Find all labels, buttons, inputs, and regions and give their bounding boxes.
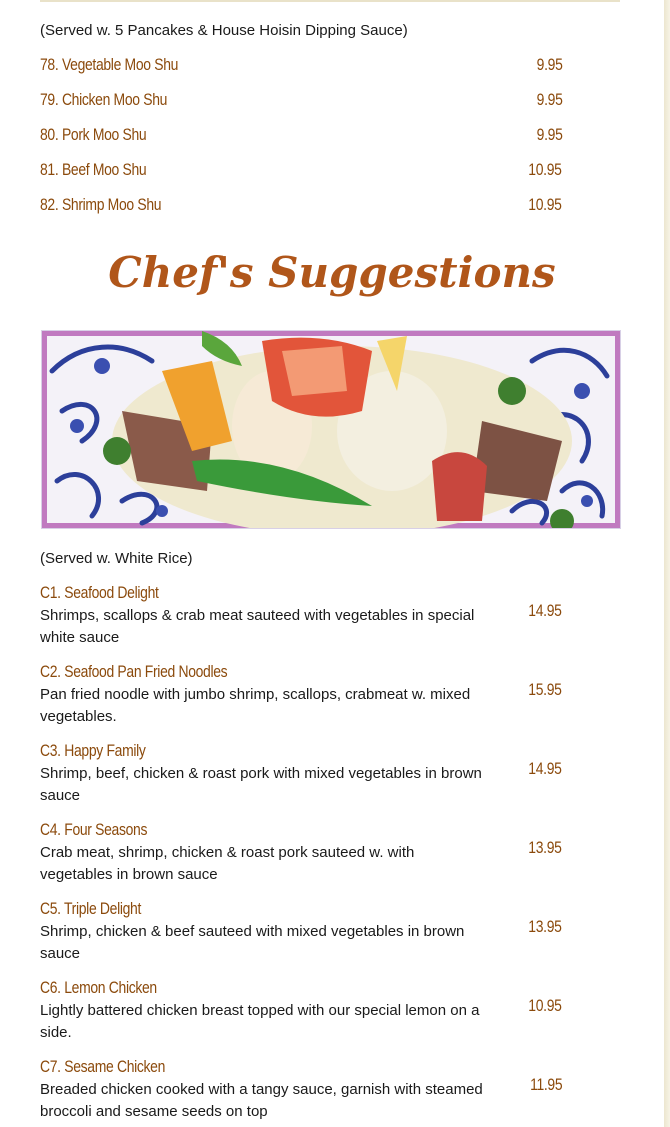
menu-item-80 — [40, 122, 562, 148]
item-price: 9.95 — [536, 55, 562, 74]
menu-item-81 — [40, 157, 562, 183]
item-name: 79. Chicken Moo Shu — [40, 90, 168, 109]
item-name: C3. Happy Family — [40, 741, 146, 760]
menu-item-c3 — [40, 739, 562, 807]
menu-item-78 — [40, 52, 562, 78]
item-price: 9.95 — [536, 90, 562, 109]
chef-note: (Served w. White Rice) — [40, 550, 193, 567]
item-name: C4. Four Seasons — [40, 820, 148, 839]
menu-item-c7 — [40, 1055, 562, 1123]
item-name: C6. Lemon Chicken — [40, 978, 157, 997]
item-price: 13.95 — [528, 838, 562, 857]
item-name: 81. Beef Moo Shu — [40, 160, 147, 179]
item-name: C7. Sesame Chicken — [40, 1057, 166, 1076]
menu-item-c6 — [40, 976, 562, 1044]
section-title: Chef's Suggestions — [108, 248, 556, 297]
item-price: 11.95 — [529, 1075, 562, 1094]
item-price: 10.95 — [528, 195, 562, 214]
moo-shu-note: (Served w. 5 Pancakes & House Hoisin Dipping Sauce) — [40, 22, 408, 39]
item-price: 14.95 — [528, 759, 562, 778]
item-description: Shrimp, beef, chicken & roast pork with mixed vegetables in brown sauce — [40, 765, 482, 804]
item-description: Pan fried noodle with jumbo shrimp, scallops, crabmeat w. mixed vegetables. — [40, 686, 471, 725]
item-name: C1. Seafood Delight — [40, 583, 159, 602]
item-name: 80. Pork Moo Shu — [40, 125, 147, 144]
item-description: Shrimps, scallops & crab meat sauteed with vegetables in special white sauce — [40, 607, 475, 646]
item-description: Lightly battered chicken breast topped with our special lemon on a side. — [40, 1002, 480, 1041]
item-name: 82. Shrimp Moo Shu — [40, 195, 162, 214]
menu-item-82 — [40, 192, 562, 218]
menu-item-79 — [40, 87, 562, 113]
item-description: Crab meat, shrimp, chicken & roast pork sauteed w. with vegetables in brown sauce — [40, 844, 415, 883]
page-edge — [664, 0, 670, 1127]
item-price: 15.95 — [528, 680, 562, 699]
chef-suggestions-photo — [41, 330, 621, 529]
item-name: C2. Seafood Pan Fried Noodles — [40, 662, 228, 681]
menu-item-c5 — [40, 897, 562, 965]
menu-item-c2 — [40, 660, 562, 728]
menu-item-c4 — [40, 818, 562, 886]
item-price: 14.95 — [528, 601, 562, 620]
item-price: 9.95 — [536, 125, 562, 144]
item-description: Breaded chicken cooked with a tangy sauce, garnish with steamed broccoli and sesame seeds on top — [40, 1081, 483, 1120]
item-name: 78. Vegetable Moo Shu — [40, 55, 179, 74]
item-price: 10.95 — [528, 996, 562, 1015]
item-description: Shrimp, chicken & beef sauteed with mixed vegetables in brown sauce — [40, 923, 465, 962]
item-price: 10.95 — [528, 160, 562, 179]
menu-item-c1 — [40, 581, 562, 649]
item-name: C5. Triple Delight — [40, 899, 142, 918]
item-price: 13.95 — [528, 917, 562, 936]
top-divider — [40, 0, 620, 2]
